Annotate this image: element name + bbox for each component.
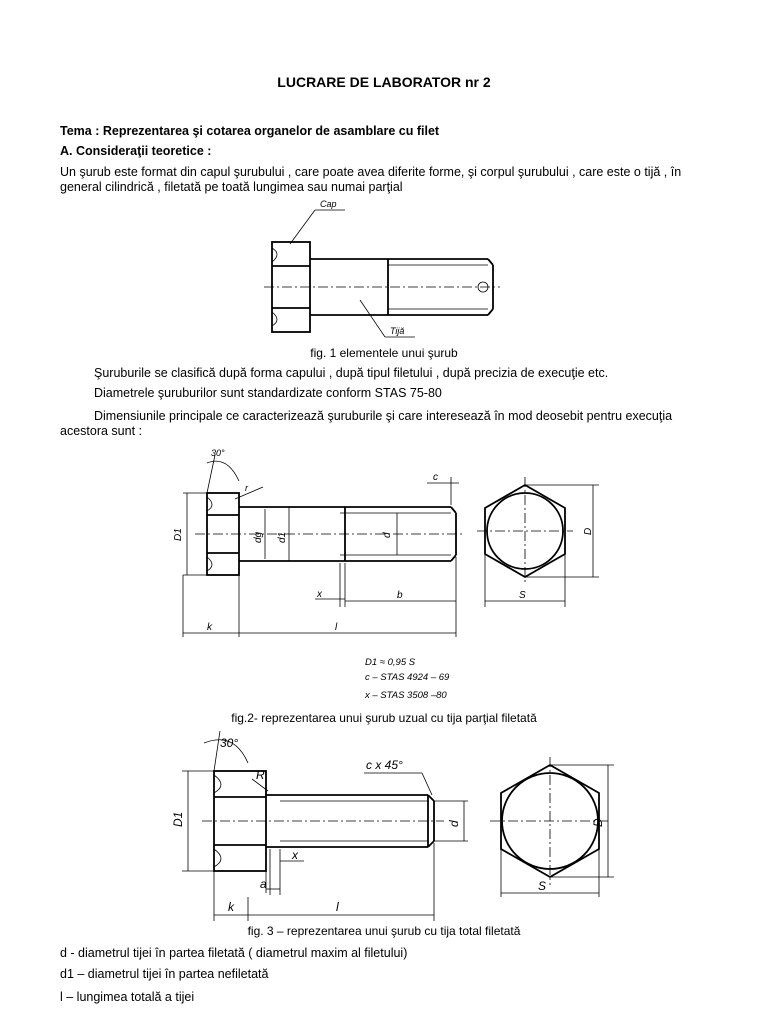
fig3-s: S bbox=[538, 879, 547, 893]
fig3-k: k bbox=[228, 900, 234, 914]
fig1-caption: fig. 1 elementele unui şurub bbox=[310, 346, 458, 360]
fig2-D: D bbox=[583, 527, 594, 535]
fig3-x: x bbox=[292, 848, 298, 862]
fig1-label-tija: Tijă bbox=[390, 326, 405, 336]
fig1-label-cap: Cap bbox=[320, 199, 337, 209]
tema-heading: Tema : Reprezentarea şi cotarea organelor de asamblare cu filet bbox=[60, 124, 440, 138]
fig2-d1: d1 bbox=[277, 531, 288, 543]
fig2-bolt-drawing bbox=[175, 447, 605, 707]
paragraph-dimensions: Dimensiunile principale ce caracterizează şuruburile şi care interesează în mod deosebit pentru execuţia acestora sunt : bbox=[60, 409, 673, 438]
section-a-heading: A. Consideraţii teoretice : bbox=[60, 144, 212, 158]
definition-d1: d1 – diametrul tijei în partea nefiletată bbox=[60, 967, 269, 981]
fig3-d: d bbox=[447, 820, 461, 827]
page-title: LUCRARE DE LABORATOR nr 2 bbox=[277, 74, 491, 90]
fig3-D: D bbox=[591, 818, 605, 827]
fig2-x: x bbox=[317, 589, 322, 600]
fig2-b: b bbox=[397, 590, 403, 601]
fig2-dg: dg bbox=[253, 531, 264, 543]
fig1-bolt-drawing bbox=[260, 196, 510, 346]
fig2-angle: 30° bbox=[211, 448, 225, 458]
fig3-d1-head: D1 bbox=[171, 811, 185, 827]
fig3-bolt-drawing bbox=[152, 727, 624, 922]
fig2-d1-head: D1 bbox=[173, 528, 184, 541]
fig2-formula-1: D1 ≈ 0,95 S bbox=[365, 657, 416, 668]
fig2-hex-view bbox=[477, 477, 573, 585]
fig1-leaders bbox=[290, 210, 415, 337]
fig2-formula-3: x – STAS 3508 –80 bbox=[365, 690, 447, 701]
fig2-c: c bbox=[433, 472, 438, 483]
fig1-shank bbox=[264, 259, 500, 315]
fig2-r: r bbox=[245, 483, 248, 493]
fig3-r: R bbox=[256, 768, 265, 782]
fig3-chamfer: c x 45° bbox=[366, 758, 403, 772]
fig2-caption: fig.2- reprezentarea unui şurub uzual cu tija parţial filetată bbox=[231, 711, 537, 725]
fig3-a: a bbox=[260, 877, 267, 891]
fig2-formula-2: c – STAS 4924 – 69 bbox=[365, 672, 450, 683]
fig2-k: k bbox=[207, 622, 212, 633]
fig2-s: S bbox=[519, 590, 526, 601]
fig3-caption: fig. 3 – reprezentarea unui şurub cu tija total filetată bbox=[247, 924, 521, 938]
fig3-l: l bbox=[336, 900, 339, 914]
definition-l: l – lungimea totală a tijei bbox=[60, 990, 195, 1004]
fig2-l: l bbox=[335, 622, 338, 633]
paragraph-stas: Diametrele şuruburilor sunt standardizate conform STAS 75-80 bbox=[94, 386, 442, 400]
paragraph-classification: Şuruburile se clasifică după forma capului , după tipul filetului , după precizia de execuţie etc. bbox=[94, 366, 609, 380]
fig2-d: d bbox=[382, 532, 393, 538]
fig3-shank bbox=[202, 795, 444, 847]
fig3-angle: 30° bbox=[220, 736, 239, 750]
definition-d: d - diametrul tijei în partea filetată ( diametrul maxim al filetului) bbox=[60, 946, 408, 960]
intro-paragraph: Un şurub este format din capul şurubului , care poate avea diferite forme, şi corpul şurubului , care este o tijă , în general cilindrică , filetată pe toată lungimea sau numai parţial bbox=[60, 165, 682, 194]
